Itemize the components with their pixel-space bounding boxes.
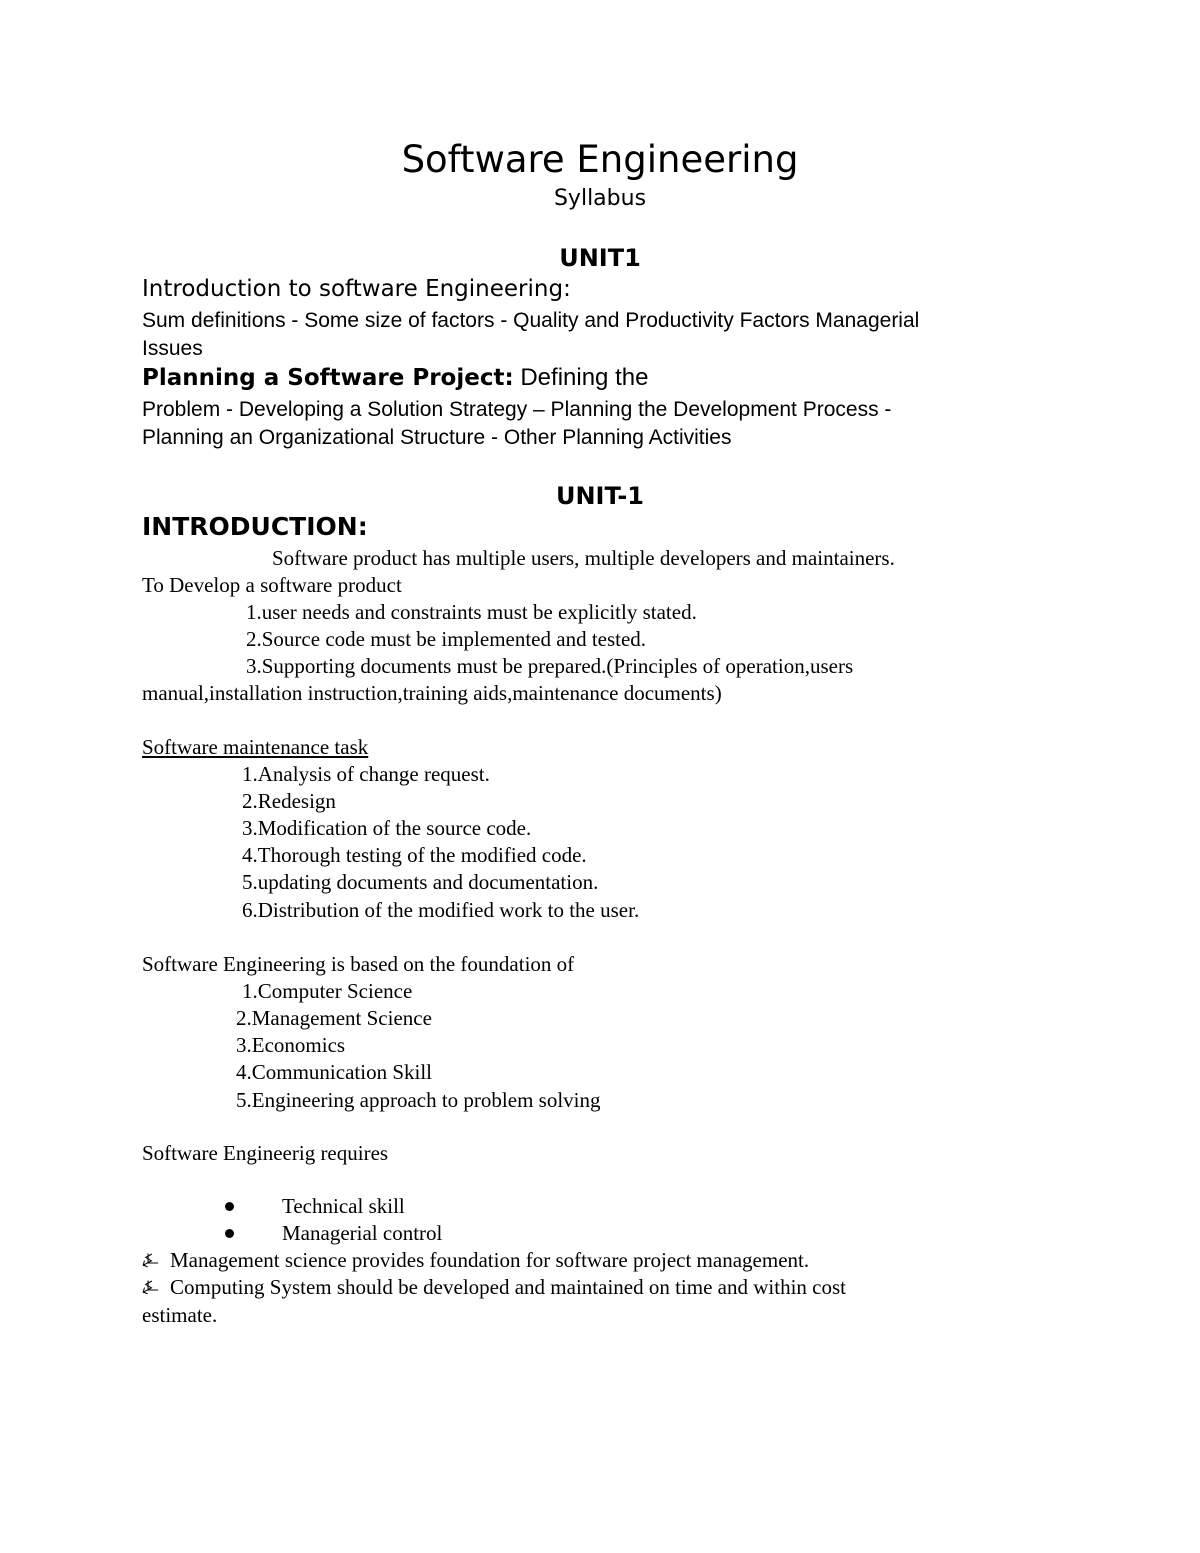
- intro-line-1: Sum definitions - Some size of factors - Quality and Productivity Factors Managerial: [142, 309, 920, 332]
- develop-step-3-continued: manual,installation instruction,training aids,maintenance documents): [142, 681, 722, 705]
- planning-heading-bold: Planning a Software Project:: [142, 365, 514, 391]
- introduction-heading: INTRODUCTION:: [142, 512, 368, 541]
- foundation-item-5: 5.Engineering approach to problem solving: [236, 1088, 601, 1112]
- bullet-icon: [225, 1229, 234, 1238]
- arrow-bullet-icon: ⍼: [142, 1277, 159, 1298]
- planning-line-2: Planning an Organizational Structure - Other Planning Activities: [142, 426, 732, 449]
- maintenance-item-2: 2.Redesign: [242, 789, 336, 813]
- develop-step-2: 2.Source code must be implemented and tested.: [246, 627, 647, 651]
- maintenance-item-6: 6.Distribution of the modified work to the user.: [242, 898, 640, 922]
- intro-paragraph-1: Software product has multiple users, multiple developers and maintainers.: [272, 546, 895, 570]
- intro-line-2: Issues: [142, 337, 203, 360]
- requires-bullet-2: Managerial control: [282, 1221, 443, 1245]
- planning-line-1: Problem - Developing a Solution Strategy – Planning the Development Process -: [142, 398, 892, 421]
- requires-note-2: Computing System should be developed and maintained on time and within cost: [170, 1275, 846, 1299]
- document-subtitle: Syllabus: [553, 186, 647, 211]
- foundation-item-2: 2.Management Science: [236, 1006, 432, 1030]
- develop-step-1: 1.user needs and constraints must be explicitly stated.: [246, 600, 697, 624]
- maintenance-item-4: 4.Thorough testing of the modified code.: [242, 843, 587, 867]
- requires-heading: Software Engineerig requires: [142, 1141, 389, 1165]
- requires-note-1: Management science provides foundation for software project management.: [170, 1248, 810, 1272]
- arrow-bullet-icon: ⍼: [142, 1250, 159, 1271]
- syllabus-unit-heading: UNIT1: [559, 244, 641, 272]
- unit1-heading: UNIT-1: [555, 482, 644, 510]
- bullet-icon: [225, 1202, 234, 1211]
- maintenance-heading: Software maintenance task: [142, 735, 369, 759]
- maintenance-item-1: 1.Analysis of change request.: [242, 762, 490, 786]
- foundation-item-1: 1.Computer Science: [242, 979, 413, 1003]
- foundation-item-4: 4.Communication Skill: [236, 1060, 433, 1084]
- foundation-item-3: 3.Economics: [236, 1033, 346, 1057]
- foundation-heading: Software Engineering is based on the foundation of: [142, 952, 575, 976]
- document-title: Software Engineering: [401, 138, 799, 181]
- develop-step-3: 3.Supporting documents must be prepared.(Principles of operation,users: [246, 654, 854, 678]
- intro-paragraph-2: To Develop a software product: [142, 573, 402, 597]
- requires-bullet-1: Technical skill: [282, 1194, 405, 1218]
- planning-heading: [142, 364, 648, 392]
- maintenance-item-3: 3.Modification of the source code.: [242, 816, 532, 840]
- maintenance-item-5: 5.updating documents and documentation.: [242, 870, 599, 894]
- requires-note-2-continued: estimate.: [142, 1303, 218, 1327]
- intro-heading: Introduction to software Engineering:: [142, 276, 571, 302]
- planning-heading-rest: Defining the: [513, 364, 649, 391]
